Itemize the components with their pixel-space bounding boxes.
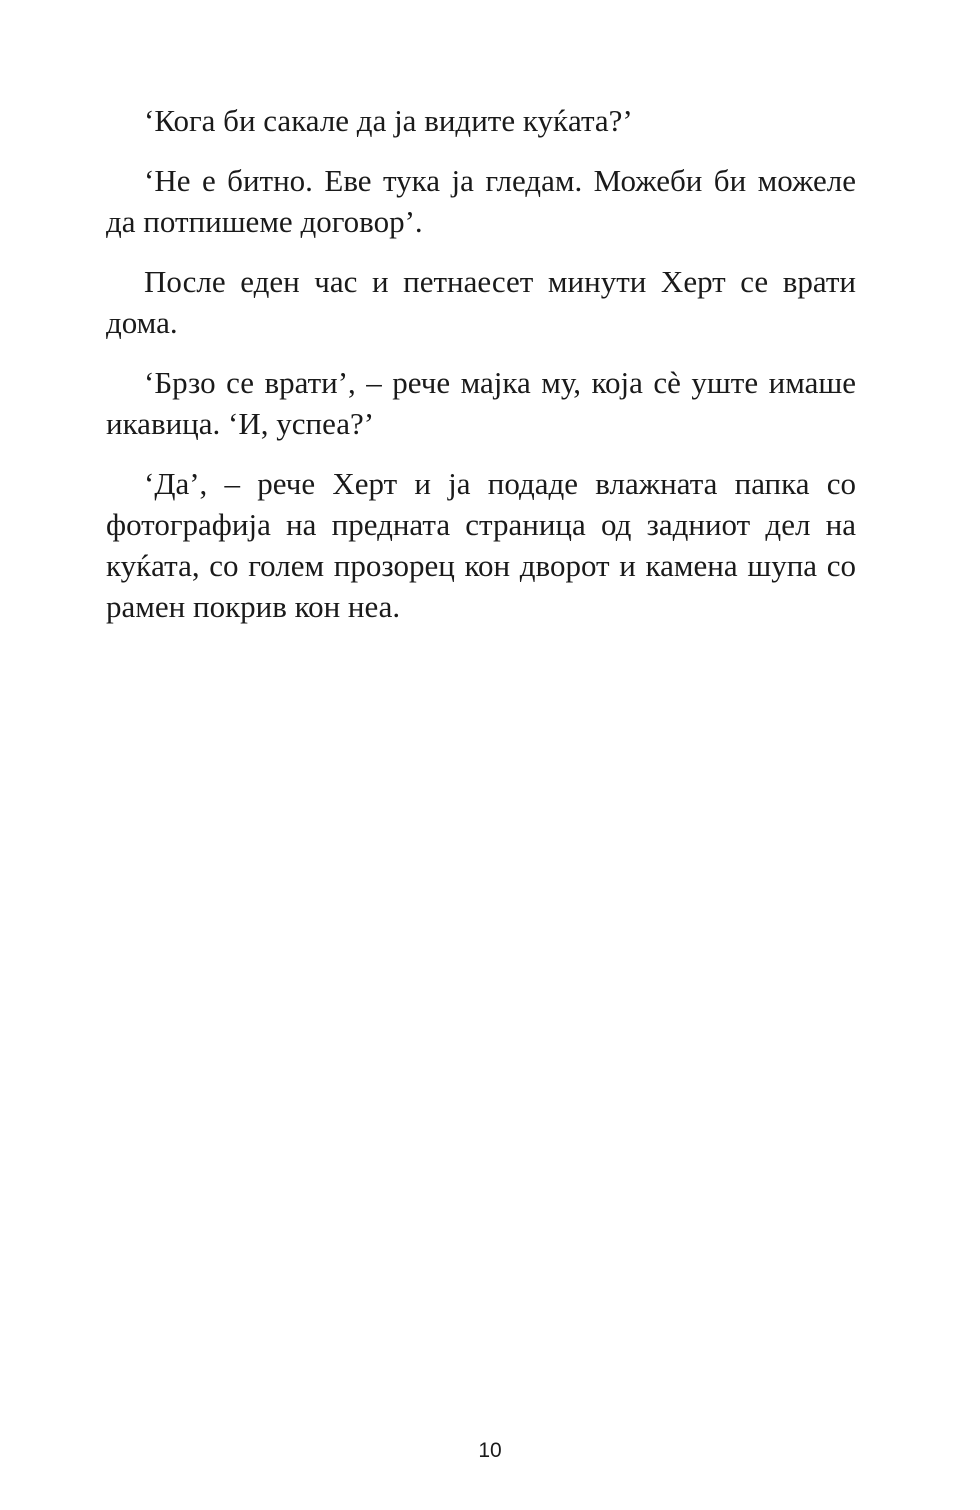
paragraph: ‘Не е битно. Еве тука ја гледам. Можеби би можеле да потпишеме договор’. [106,163,856,239]
body-text [106,100,856,646]
paragraph: ‘Кога би сакале да ја видите куќата?’ [144,103,633,138]
paragraph: ‘Да’, – рече Херт и ја подаде влажната папка со фотографија на предната страница од задниот дел на куќата, со голем прозорец кон дворот и камена шупа со рамен покрив кон неа. [106,466,856,624]
page-number: 10 [478,1439,502,1462]
paragraph: После еден час и петнаесет минути Херт се врати дома. [106,264,856,340]
paragraph: ‘Брзо се врати’, – рече мајка му, која сè уште имаше икавица. ‘И, успеа?’ [106,365,856,441]
